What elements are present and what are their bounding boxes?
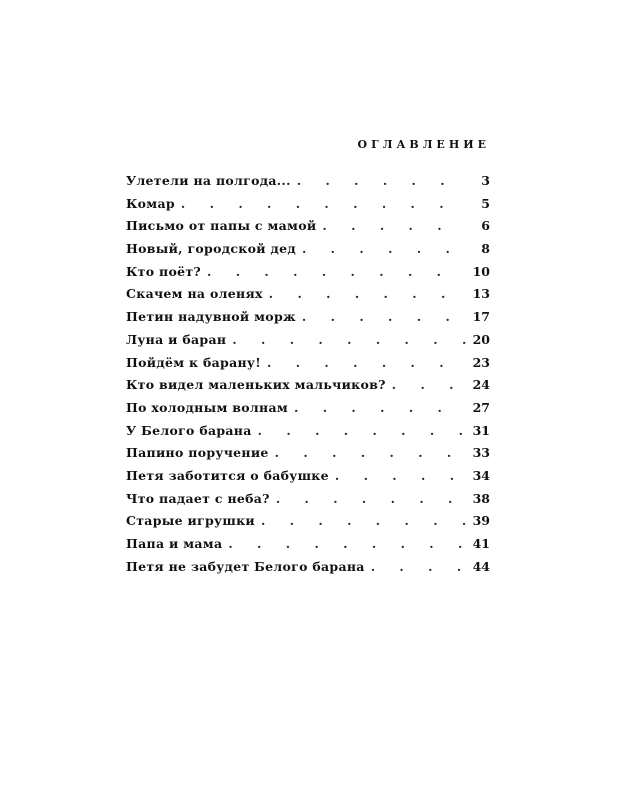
- toc-entry: [126, 536, 490, 559]
- dot-leader: [258, 423, 466, 438]
- toc-entry-page-number: 6: [481, 218, 490, 234]
- toc-entry-title: Петя не забудет Белого барана: [126, 558, 365, 574]
- dot-leader: [371, 559, 466, 574]
- toc-entry-title: Папа и мама: [126, 536, 223, 551]
- toc-entry-title: Петя заботится о бабушке: [126, 467, 329, 483]
- dot-leader: [392, 377, 466, 392]
- toc-entry: [126, 559, 490, 582]
- toc-entry: [126, 513, 490, 536]
- dot-leader: [275, 445, 466, 460]
- toc-entry-title: У Белого барана: [126, 422, 252, 438]
- toc-entry: [126, 377, 490, 400]
- toc-entry-title: Кто видел маленьких мальчиков?: [126, 377, 386, 393]
- dot-leader: [228, 536, 466, 551]
- toc-entry-title: Пойдём к барану!: [126, 354, 261, 370]
- toc-entry: [126, 400, 490, 423]
- toc-entry-page-number: 39: [472, 513, 490, 529]
- toc-entry-page-number: 24: [472, 377, 490, 393]
- toc-entry-title: Старые игрушки: [126, 513, 255, 529]
- toc-entry: [126, 332, 490, 355]
- dot-leader: [261, 513, 466, 528]
- toc-entry: [126, 445, 490, 468]
- dot-leader: [294, 400, 466, 415]
- toc-entry-page-number: 5: [481, 195, 490, 211]
- toc-heading: ОГЛАВЛЕНИЕ: [357, 138, 490, 151]
- dot-leader: [302, 309, 466, 324]
- toc-entry: [126, 468, 490, 491]
- toc-entry: [126, 355, 490, 378]
- toc-entry-title: Что падает с неба?: [126, 490, 270, 506]
- toc-entry-title: Комар: [126, 195, 175, 211]
- table-of-contents: [126, 173, 490, 581]
- toc-entry-title: Папино поручение: [126, 445, 269, 461]
- toc-entry-title: Скачем на оленях: [126, 286, 263, 302]
- toc-entry-title: Письмо от папы с мамой: [126, 218, 317, 234]
- toc-entry: [126, 264, 490, 287]
- toc-entry: [126, 196, 490, 219]
- toc-entry-title: По холодным волнам: [126, 399, 288, 415]
- toc-entry-page-number: 27: [472, 399, 490, 415]
- toc-entry-title: Кто поёт?: [126, 263, 202, 279]
- toc-entry-page-number: 38: [472, 490, 490, 506]
- dot-leader: [322, 218, 466, 233]
- dot-leader: [181, 196, 466, 211]
- dot-leader: [302, 241, 466, 256]
- toc-entry: [126, 173, 490, 196]
- toc-entry: [126, 491, 490, 514]
- toc-entry: [126, 241, 490, 264]
- toc-entry-page-number: 23: [472, 354, 490, 370]
- dot-leader: [335, 468, 466, 483]
- toc-entry-page-number: 31: [472, 422, 490, 438]
- toc-entry-title: Петин надувной морж: [126, 309, 296, 325]
- toc-entry-page-number: 41: [472, 536, 490, 551]
- toc-entry: [126, 286, 490, 309]
- dot-leader: [267, 355, 466, 370]
- toc-entry-page-number: 3: [481, 173, 490, 188]
- dot-leader: [207, 264, 466, 279]
- toc-entry-page-number: 44: [472, 558, 490, 574]
- toc-entry-page-number: 20: [472, 331, 490, 347]
- toc-entry: [126, 218, 490, 241]
- toc-entry-title: Улетели на полгода...: [126, 173, 291, 188]
- toc-entry-page-number: 13: [472, 286, 490, 302]
- toc-entry-title: Луна и баран: [126, 331, 227, 347]
- toc-entry-page-number: 33: [472, 445, 490, 461]
- toc-entry: [126, 309, 490, 332]
- dot-leader: [269, 286, 466, 301]
- toc-entry-page-number: 10: [472, 263, 490, 279]
- toc-entry-page-number: 34: [472, 467, 490, 483]
- toc-entry-page-number: 17: [472, 309, 490, 325]
- dot-leader: [297, 173, 466, 188]
- toc-entry: [126, 423, 490, 446]
- toc-entry-title: Новый, городской дед: [126, 241, 296, 257]
- dot-leader: [232, 332, 466, 347]
- toc-entry-page-number: 8: [481, 241, 490, 257]
- dot-leader: [276, 491, 466, 506]
